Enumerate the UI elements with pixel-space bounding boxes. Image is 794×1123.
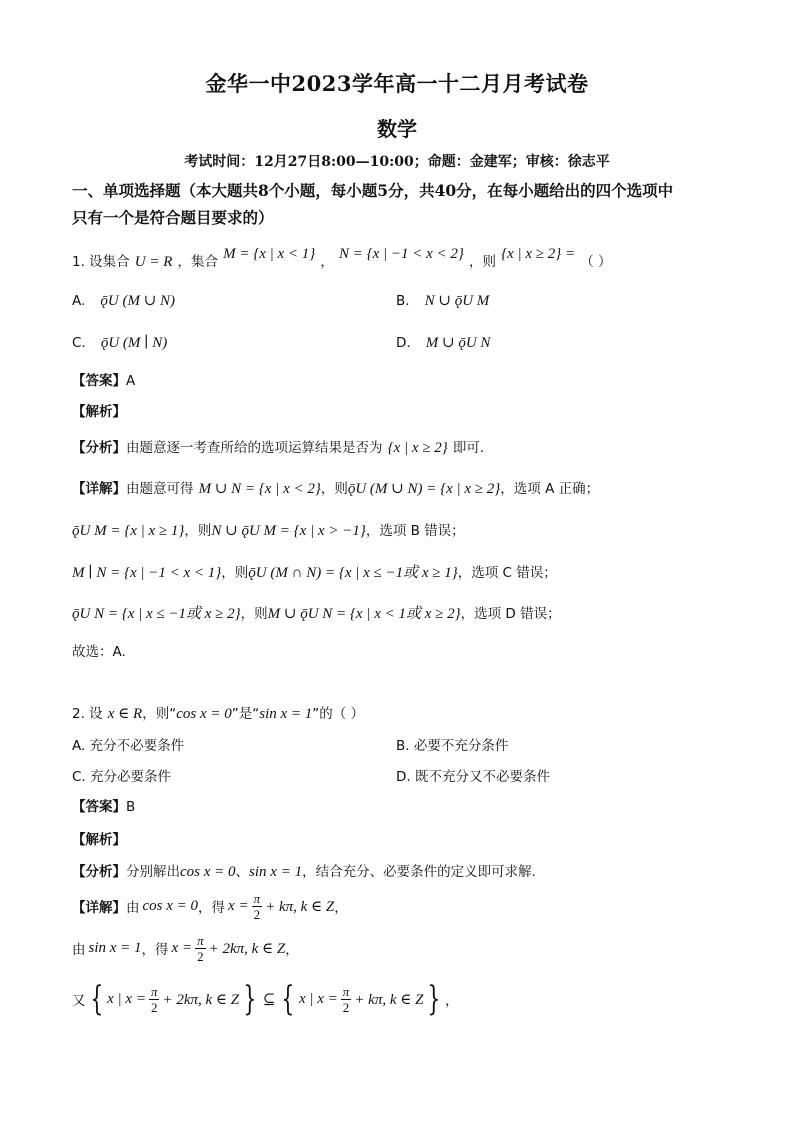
- q1-l2-math-2: N ∪ ǭU M = {x | x > −1}: [211, 523, 366, 539]
- q1-conclusion: 故选：A.: [72, 644, 126, 660]
- q2-l1-text-a: 由: [126, 900, 140, 916]
- q2-l1-fraction: [252, 891, 263, 922]
- q2-jiexi-label: 【解析】: [72, 832, 126, 848]
- q2-l2-text-c: ，: [285, 942, 299, 958]
- q2-l2-fraction: [195, 933, 206, 964]
- q2-detail-line2: [72, 926, 299, 970]
- right-brace-icon: }: [427, 979, 441, 1019]
- q1-l4-math-2: M ∪ ǭU N = {x | x < 1或 x ≥ 2}: [267, 606, 461, 622]
- q2-l3-fraction-1: [149, 984, 160, 1015]
- q1-l1-text-b: ，则: [320, 481, 348, 497]
- q2-l1-denominator: 2: [253, 906, 261, 922]
- q1-stem-M: M = {x | x < 1}: [223, 246, 316, 262]
- q1-l4-text-b: ，则: [240, 606, 268, 622]
- q1-detail-line3: [72, 561, 557, 582]
- subject-title: 数学: [377, 117, 417, 141]
- q2-l2-numerator: π: [197, 932, 204, 948]
- q2-fenxi-math-1: cos x = 0: [180, 864, 236, 880]
- q2-l2-text-b: ，得: [141, 942, 169, 958]
- q1-l1-text-a: 由题意可得: [126, 481, 194, 497]
- q2-l3-fraction-2: [341, 984, 352, 1015]
- q2-stem-math-1: x ∈ R: [107, 706, 143, 722]
- q1-option-a-label: A.: [72, 293, 86, 309]
- q2-l1-math-2a: x =: [228, 897, 249, 914]
- q2-l3-set2-a: x | x =: [298, 990, 338, 1007]
- q1-detail-line1: [72, 477, 599, 498]
- q2-stem-d: ”的（ ）: [312, 706, 365, 722]
- q1-stem-U: U = R: [134, 254, 173, 270]
- q1-l3-math-2: ǭU (M ∩ N) = {x | x ≤ −1或 x ≥ 1}: [248, 565, 458, 581]
- q1-xiangjie-label: 【详解】: [72, 481, 126, 497]
- q2-fenxi-text-b: 、: [235, 864, 250, 880]
- q2-l3-set2-b: + kπ, k ∈ Z: [354, 991, 424, 1008]
- q1-option-c-text: ǭU (M ∣ N): [100, 335, 168, 351]
- q1-stem-comma: ，: [320, 254, 334, 270]
- left-brace-icon: {: [89, 979, 103, 1019]
- q1-jiexi-label: 【解析】: [72, 404, 126, 420]
- q1-stem-prefix: 1. 设集合: [72, 254, 130, 270]
- q2-stem-c: ”是“: [231, 706, 260, 722]
- q1-l2-text-b: ，则: [184, 523, 212, 539]
- q1-option-a-text: ǭU (M ∪ N): [100, 293, 176, 309]
- q1-fenxi: [72, 436, 484, 457]
- q2-stem: [72, 702, 364, 723]
- q1-l4-text-c: ，选项 D 错误；: [460, 606, 561, 622]
- q1-l2-math-1: ǭU M = {x | x ≥ 1}: [72, 523, 185, 539]
- q2-l1-math-1: cos x = 0: [142, 897, 199, 914]
- q2-l3-text-a: 又: [72, 993, 86, 1009]
- q2-l3-numerator-1: π: [150, 983, 158, 999]
- q1-stem-set: {x | x ≥ 2} =: [501, 246, 576, 262]
- q2-l3-set1-a: x | x =: [107, 990, 146, 1007]
- q2-l1-text-c: ，: [334, 900, 348, 916]
- q2-l3-denominator-2: 2: [342, 999, 350, 1015]
- q1-fenxi-text-b: 即可.: [452, 440, 485, 456]
- q1-answer-label: 【答案】: [72, 373, 126, 389]
- q2-stem-a: 2. 设: [72, 706, 103, 722]
- q2-fenxi-math-2: sin x = 1: [249, 864, 303, 880]
- q1-option-b: [396, 290, 489, 310]
- q2-l1-numerator: π: [253, 890, 261, 906]
- q2-fenxi: [72, 860, 536, 881]
- q2-detail-line3: [72, 974, 459, 1024]
- q1-option-b-label: B.: [396, 293, 410, 309]
- q2-l2-math-1: sin x = 1: [88, 939, 142, 956]
- q2-l3-text-c: ，: [445, 993, 459, 1009]
- q2-l2-math-2b: + 2kπ, k ∈ Z: [208, 940, 286, 957]
- q2-l2-text-a: 由: [72, 942, 86, 958]
- q1-option-d: [396, 332, 490, 352]
- q1-l2-text-c: ，选项 B 错误；: [365, 523, 465, 539]
- right-brace-icon: }: [243, 979, 257, 1019]
- q2-l3-numerator-2: π: [342, 983, 350, 999]
- section-heading-line2: 只有一个是符合题目要求的）: [72, 208, 274, 227]
- q2-option-c: C. 充分必要条件: [72, 769, 172, 785]
- q1-answer: [72, 369, 135, 389]
- q1-l3-text-b: ，则: [221, 565, 249, 581]
- q1-option-c: [72, 332, 167, 352]
- q1-option-c-label: C.: [72, 335, 86, 351]
- q2-fenxi-text-a: 分别解出: [126, 864, 180, 880]
- q1-stem-then: ，则: [468, 254, 496, 270]
- q1-option-d-label: D.: [396, 335, 411, 351]
- q2-stem-math-2: cos x = 0: [176, 706, 232, 722]
- q2-option-d: D. 既不充分又不必要条件: [396, 769, 550, 785]
- q1-l3-math-1: M ∣ N = {x | −1 < x < 1}: [72, 565, 222, 581]
- q1-detail-line4: [72, 602, 561, 623]
- q1-option-a: [72, 290, 175, 310]
- q1-l1-math-1: M ∪ N = {x | x < 2}: [198, 481, 321, 497]
- q2-stem-math-3: sin x = 1: [259, 706, 313, 722]
- q2-answer-value: B: [126, 799, 136, 815]
- q2-l2-math-2a: x =: [171, 939, 193, 956]
- q1-l1-math-2: ǭU (M ∪ N) = {x | x ≥ 2}: [347, 481, 501, 497]
- exam-meta: 考试时间：12月27日8:00—10:00；命题：金建军；审核：徐志平: [184, 154, 610, 170]
- q1-option-b-text: N ∪ ǭU M: [424, 293, 490, 309]
- q2-l3-set1-b: + 2kπ, k ∈ Z: [162, 991, 240, 1008]
- q1-stem-N: N = {x | −1 < x < 2}: [338, 246, 464, 262]
- q1-answer-value: A: [126, 373, 136, 389]
- q2-l1-math-2b: + kπ, k ∈ Z: [265, 898, 335, 915]
- q1-l4-math-1: ǭU N = {x | x ≤ −1或 x ≥ 2}: [72, 606, 241, 622]
- q2-answer: [72, 795, 135, 815]
- q2-l2-denominator: 2: [197, 948, 204, 964]
- left-brace-icon: {: [281, 979, 295, 1019]
- q1-l3-text-c: ，选项 C 错误；: [457, 565, 557, 581]
- q1-stem-paren: （ ）: [580, 254, 612, 270]
- q2-xiangjie-label: 【详解】: [72, 900, 126, 916]
- q2-l3-denominator-1: 2: [150, 999, 158, 1015]
- q1-stem-mid: ，集合: [177, 254, 218, 270]
- q1-detail-line2: [72, 519, 465, 540]
- q1-fenxi-label: 【分析】: [72, 440, 126, 456]
- q2-option-a: A. 充分不必要条件: [72, 738, 185, 754]
- q1-l1-text-c: ，选项 A 正确；: [500, 481, 600, 497]
- q1-option-d-text: M ∪ ǭU N: [425, 335, 491, 351]
- q2-fenxi-text-c: ，结合充分、必要条件的定义即可求解.: [302, 864, 536, 880]
- q1-fenxi-set: {x | x ≥ 2}: [387, 440, 448, 456]
- q1-fenxi-text-a: 由题意逐一考查所给的选项运算结果是否为: [126, 440, 383, 456]
- q1-stem: [72, 246, 612, 271]
- q2-l3-subset: ⊆: [262, 991, 276, 1008]
- q2-option-b: B. 必要不充分条件: [396, 738, 509, 754]
- section-heading-line1: 一、单项选择题（本大题共8个小题，每小题5分，共40分，在每小题给出的四个选项中: [72, 181, 674, 200]
- q2-fenxi-label: 【分析】: [72, 864, 126, 880]
- q2-stem-b: ，则“: [142, 706, 177, 722]
- q2-l1-text-b: ，得: [198, 900, 226, 916]
- page-title: 金华一中2023学年高一十二月月考试卷: [205, 71, 589, 96]
- q2-detail-line1: [72, 884, 348, 928]
- q2-answer-label: 【答案】: [72, 799, 126, 815]
